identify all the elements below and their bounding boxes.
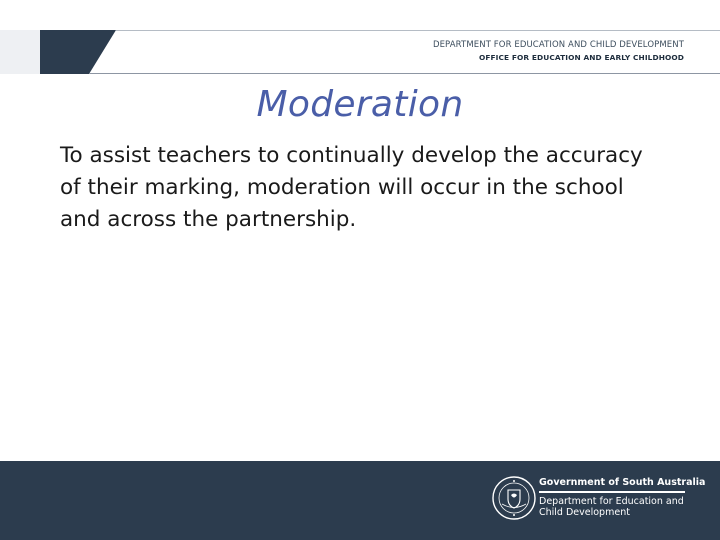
government-name: Government of South Australia — [539, 477, 706, 488]
department-line-1: Department for Education and — [539, 496, 684, 507]
department-line-2: Child Development — [539, 507, 630, 518]
slide-body-text: To assist teachers to continually develop the accuracy of their marking, moderation will occur in the school and across the partnership. — [60, 143, 643, 232]
department-header — [433, 41, 684, 61]
department-name: DEPARTMENT FOR EDUCATION AND CHILD DEVELOPMENT — [432, 40, 684, 50]
slide-title: Moderation — [256, 84, 464, 125]
office-name: OFFICE FOR EDUCATION AND EARLY CHILDHOOD — [479, 52, 684, 62]
sa-government-crest-icon — [490, 474, 538, 522]
government-rule — [539, 491, 685, 493]
header-dark-wedge — [40, 30, 116, 74]
